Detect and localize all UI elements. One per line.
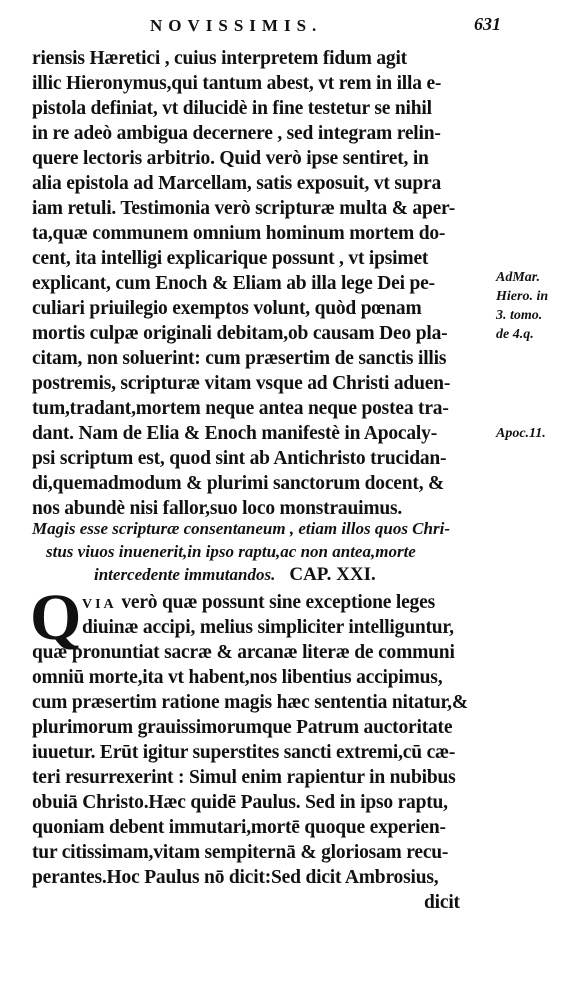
margin-note-line: 3. tomo. <box>496 308 543 323</box>
text-line: iam retuli. Testimonia verò scripturæ multa & aper- <box>32 198 456 219</box>
text-line: culiari priuilegio exemptos volunt, quòd pœnam <box>32 298 422 319</box>
text-line: explicant, cum Enoch & Eliam ab illa lege Dei pe- <box>32 273 435 294</box>
text-line: quæ pronuntiat sacræ & arcanæ literæ de communi <box>32 642 455 663</box>
chapter-label: CAP. XXI. <box>289 564 376 585</box>
margin-note-line: de 4.q. <box>496 327 534 342</box>
drop-cap: Q <box>30 581 82 654</box>
text-line: citam, non soluerint: cum præsertim de sanctis illis <box>32 348 447 369</box>
text-line: tur citissimam,vitam sempiternā & gloriosam recu- <box>32 842 449 863</box>
text-line: diuinæ accipi, melius simpliciter intelliguntur, <box>82 617 454 638</box>
text-line: quere lectoris arbitrio. Quid verò ipse sentiret, in <box>32 148 429 169</box>
text-line: VIA verò quæ possunt sine exceptione leges <box>82 592 435 613</box>
margin-note-line: Hiero. in <box>496 289 549 304</box>
catchword: dicit <box>424 892 460 913</box>
first-word: VIA <box>82 597 117 612</box>
text-line: plurimorum grauissimorumque Patrum auctoritate <box>32 717 453 738</box>
page-number: 631 <box>474 14 501 34</box>
text-line: riensis Hæretici , cuius interpretem fidum agit <box>32 48 407 69</box>
text-line: pistola definiat, vt dilucidè in fine testetur se nihil <box>32 98 432 119</box>
text-line: omniū morte,ita vt habent,nos libentius accipimus, <box>32 667 443 688</box>
text-line: postremis, scripturæ vitam vsque ad Christi aduen- <box>32 373 451 394</box>
text-line: dant. Nam de Elia & Enoch manifestè in Apocaly- <box>32 423 437 444</box>
text-line: mortis culpæ originali debitam,ob causam Deo pla- <box>32 323 448 344</box>
text-line: cum præsertim ratione magis hæc sententia nitatur,& <box>32 692 468 713</box>
text-line: obuiā Christo.Hæc quidē Paulus. Sed in ipso raptu, <box>32 792 448 813</box>
margin-note-line: AdMar. <box>496 270 540 285</box>
text-line: iuuetur. Erūt igitur superstites sancti extremi,cū cæ- <box>32 742 456 763</box>
text-line: perantes.Hoc Paulus nō dicit:Sed dicit Ambrosius, <box>32 867 439 888</box>
text-line: in re adeò ambigua decernere , sed integram relin- <box>32 123 441 144</box>
text-line: teri resurrexerint : Simul enim rapientur in nubibus <box>32 767 456 788</box>
heading-line: Magis esse scripturæ consentaneum , etiam illos quos Chri- <box>32 519 450 538</box>
heading-line: stus viuos inuenerit,in ipso raptu,ac non antea,morte <box>46 542 416 561</box>
text-line: nos abundè nisi fallor,suo loco monstrauimus. <box>32 498 403 519</box>
text-line: tum,tradant,mortem neque antea neque postea tra- <box>32 398 449 419</box>
margin-note-apocalypse: Apoc.11. <box>496 426 546 441</box>
text-line: cent, ita intelligi explicarique possunt , vt ipsimet <box>32 248 429 269</box>
text-line: di,quemadmodum & plurimi sanctorum docent, & <box>32 473 445 494</box>
text-line: illic Hieronymus,qui tantum abest, vt rem in illa e- <box>32 73 442 94</box>
text-line: psi scriptum est, quod sint ab Antichristo trucidan- <box>32 448 447 469</box>
text-line: quoniam debent immutari,mortē quoque experien- <box>32 817 446 838</box>
text-line: alia epistola ad Marcellam, satis exposuit, vt supra <box>32 173 442 194</box>
text-line: ta,quæ communem omnium hominum mortem do- <box>32 223 446 244</box>
running-title: NOVISSIMIS. <box>150 16 323 35</box>
heading-line: intercedente immutandos. CAP. XXI. <box>94 564 376 585</box>
